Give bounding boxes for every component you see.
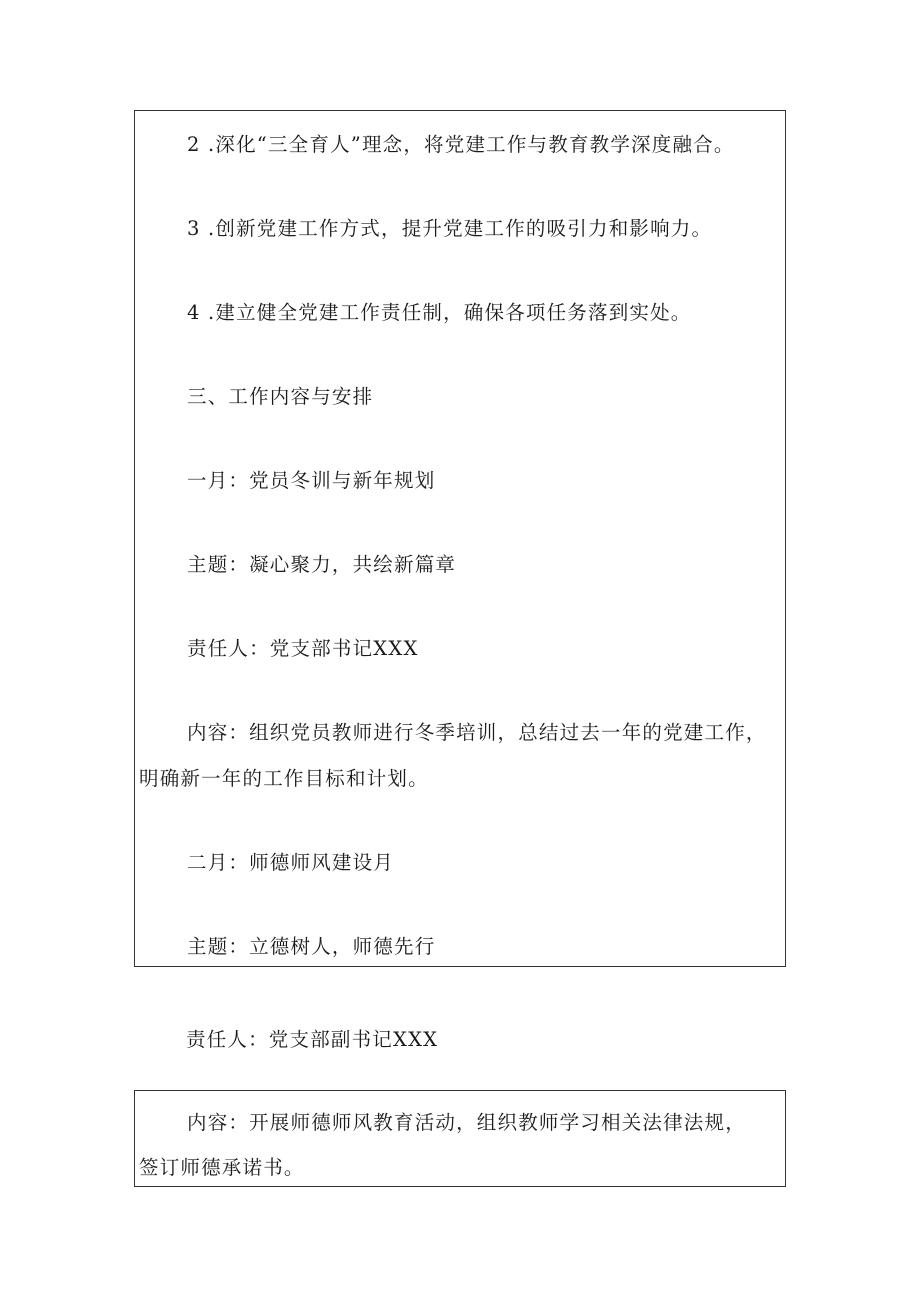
january-content-line2: 明确新一年的工作目标和计划。 <box>139 767 429 790</box>
february-responsible: 责任人：党支部副书记XXX <box>186 1028 439 1051</box>
february-theme: 主题：立德树人，师德先行 <box>187 935 436 958</box>
february-content-line1: 内容：开展师德师风教育活动，组织教师学习相关法律法规， <box>187 1111 746 1134</box>
february-heading: 二月：师德师风建设月 <box>187 851 395 874</box>
goal-item-2: 2 .深化“三全育人”理念，将党建工作与教育教学深度融合。 <box>187 133 735 156</box>
goal-item-3: 3 .创新党建工作方式，提升党建工作的吸引力和影响力。 <box>187 217 713 240</box>
january-heading: 一月：党员冬训与新年规划 <box>187 469 436 492</box>
january-responsible: 责任人：党支部书记XXX <box>187 637 419 660</box>
january-theme: 主题：凝心聚力，共绘新篇章 <box>187 553 457 576</box>
january-content-line1: 内容：组织党员教师进行冬季培训，总结过去一年的党建工作， <box>187 721 767 744</box>
document-table-cell-top <box>134 110 786 967</box>
document-table-cell-bottom <box>134 1090 786 1187</box>
section-heading: 三、工作内容与安排 <box>187 385 374 408</box>
february-content-line2: 签订师德承诺书。 <box>139 1156 305 1179</box>
goal-item-4: 4 .建立健全党建工作责任制，确保各项任务落到实处。 <box>187 301 692 324</box>
